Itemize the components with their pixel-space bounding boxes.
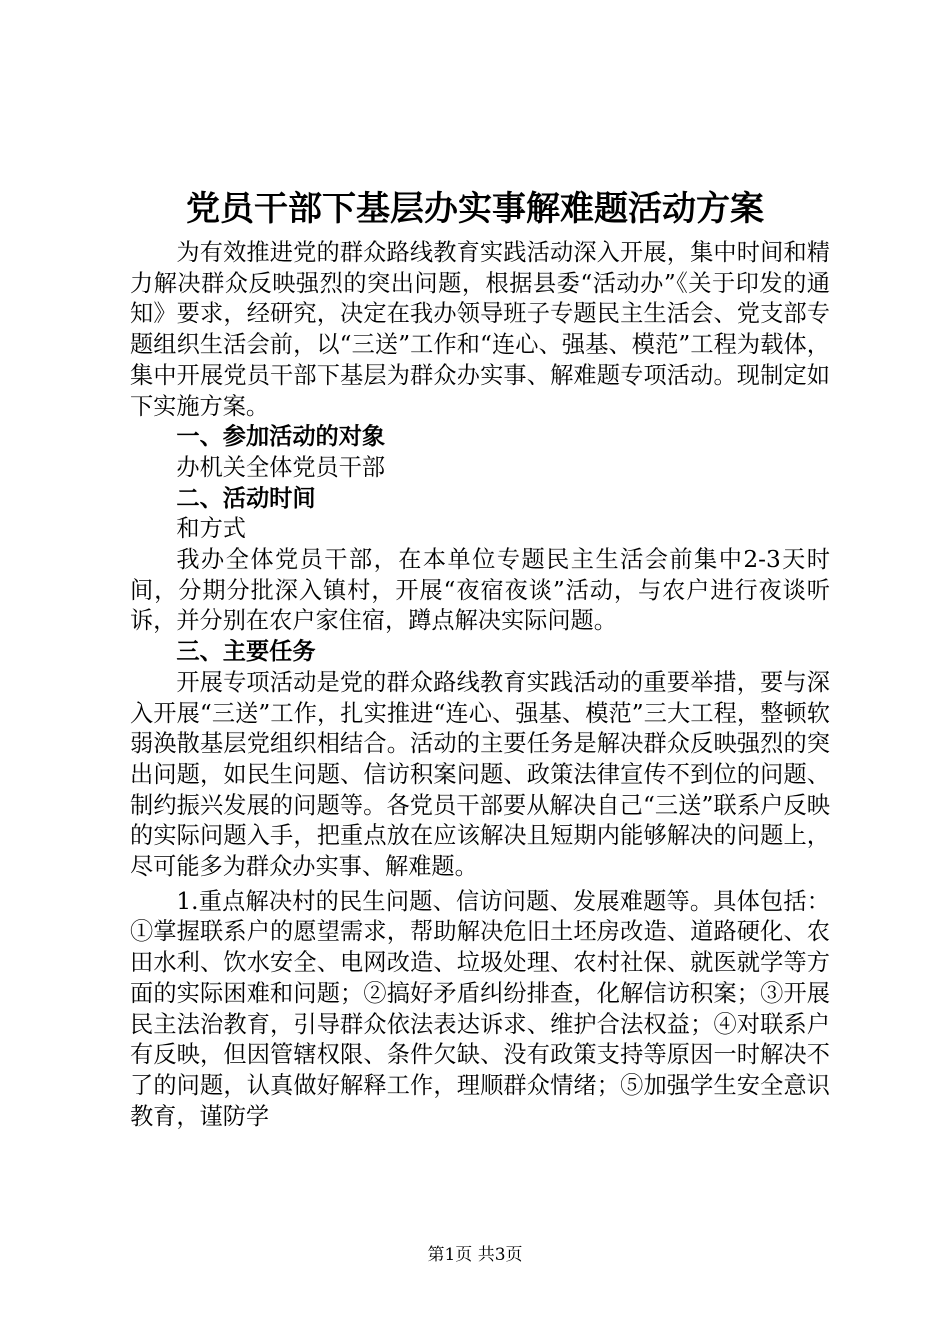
page-footer: 第1页 共3页 (427, 1245, 523, 1265)
tasks-item-1: 1.重点解决村的民生问题、信访问题、发展难题等。具体包括：①掌握联系户的愿望需求，帮助解决危旧土坯房改造、道路硬化、农田水利、饮水安全、电网改造、垃圾处理、农村社保、就医就学等方面的实际困难和问题；②搞好矛盾纠纷排查，化解信访积案；③开展民主法治教育，引导群众依法表达诉求、维护合法权益；④对联系户有反映，但因管辖权限、条件欠缺、没有政策支持等原因一时解决不了的问题，认真做好解释工作，理顺群众情绪；⑤加强学生安全意识教育，谨防学 (130, 887, 830, 1130)
tasks-paragraph: 开展专项活动是党的群众路线教育实践活动的重要举措，要与深入开展“三送”工作，扎实推进“连心、强基、模范”三大工程，整顿软弱涣散基层党组织相结合。活动的主要任务是解决群众反映强烈的突出问题，如民生问题、信访积案问题、政策法律宣传不到位的问题、制约振兴发展的问题等。各党员干部要从解决自己“三送”联系户反映的实际问题入手，把重点放在应该解决且短期内能够解决的问题上，尽可能多为群众办实事、解难题。 (130, 668, 830, 881)
section-heading-participants: 一、参加活动的对象 (176, 423, 386, 451)
section-heading-time: 二、活动时间 (176, 484, 316, 512)
document-title: 党员干部下基层办实事解难题活动方案 (186, 189, 764, 229)
section-heading-tasks: 三、主要任务 (176, 638, 316, 666)
time-paragraph: 我办全体党员干部，在本单位专题民主生活会前集中2-3天时间，分期分批深入镇村，开展“夜宿夜谈”活动，与农户进行夜谈听诉，并分别在农户家住宿，蹲点解决实际问题。 (130, 546, 830, 635)
document-body (130, 238, 830, 1132)
time-subline: 和方式 (176, 515, 246, 543)
intro-paragraph: 为有效推进党的群众路线教育实践活动深入开展，集中时间和精力解决群众反映强烈的突出问题，根据县委“活动办”《关于印发的通知》要求，经研究，决定在我办领导班子专题民主生活会、党支部专题组织生活会前，以“三送”工作和“连心、强基、模范”工程为载体，集中开展党员干部下基层为群众办实事、解难题专项活动。现制定如下实施方案。 (130, 239, 830, 420)
participants-text: 办机关全体党员干部 (176, 453, 386, 481)
